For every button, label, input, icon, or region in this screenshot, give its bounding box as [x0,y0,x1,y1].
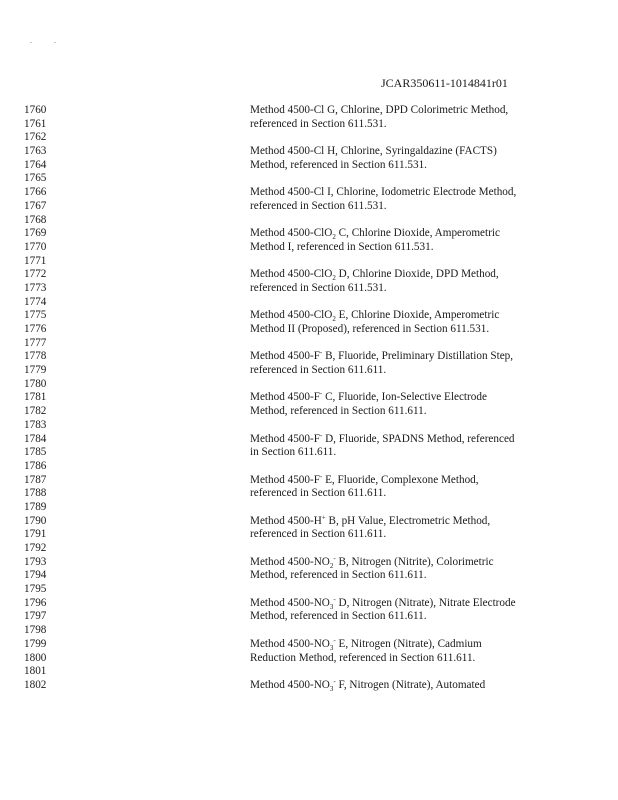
line-text [250,471,479,488]
line-text-part: referenced in Section 611.611. [250,487,387,500]
line-number: 1795 [24,583,47,596]
line-number: 1778 [24,350,47,363]
line-number: 1784 [24,432,47,445]
line-number: 1801 [24,665,47,678]
document-line [0,430,618,447]
document-line [0,391,618,405]
corner-mark: . . [30,36,66,45]
line-text-part: referenced in Section 611.611. [250,528,387,541]
line-number: 1787 [24,473,47,486]
document-line [0,569,618,583]
line-number: 1800 [24,651,47,664]
line-text [250,512,491,529]
document-line [0,679,618,693]
document-line [0,652,618,666]
line-text [250,309,499,323]
line-text-part: - [319,348,323,357]
line-text-part: 3 [329,644,334,653]
line-text [250,446,336,460]
document-line [0,446,618,460]
line-text-part: Method 4500-Cl G, Chlorine, DPD Colorimetric Method, [250,104,509,116]
line-text-part: - [333,595,336,604]
line-text [250,227,500,241]
document-line [0,186,618,200]
line-text [250,430,515,447]
numbered-lines [0,104,618,693]
line-number: 1798 [24,624,47,637]
line-text-part: Method 4500-Cl I, Chlorine, Iodometric Electrode Method, [250,186,517,199]
document-line [0,241,618,255]
line-text [250,487,386,501]
line-text-part: D, Fluoride, SPADNS Method, referenced [322,432,515,445]
line-text-part: - [333,677,336,686]
document-line [0,405,618,419]
line-number: 1783 [24,418,47,431]
line-text-part: 2 [332,233,336,242]
line-number: 1774 [24,295,47,308]
line-number: 1796 [24,596,47,609]
document-line [0,282,618,296]
line-text-part: F, Nitrogen (Nitrate), Automated [335,678,486,691]
line-text-part: Method 4500-F [250,350,320,363]
line-number: 1792 [24,542,47,554]
line-text-part: Method 4500-ClO [250,227,333,240]
line-number: 1799 [24,637,47,650]
document-line [0,131,618,145]
line-number: 1768 [24,213,47,226]
line-number: 1782 [24,405,47,418]
line-text-part: Method 4500-ClO [250,268,333,281]
line-text [250,610,427,624]
line-number: 1764 [24,158,47,171]
line-text-part: referenced in Section 611.531. [250,199,387,212]
line-number: 1794 [24,569,47,582]
line-number: 1766 [24,186,47,199]
line-text [250,391,487,405]
line-text-part: D, Chlorine Dioxide, DPD Method, [335,268,499,281]
line-text-part: Method 4500-F [250,473,320,486]
line-number: 1802 [24,678,47,691]
document-line [0,471,618,488]
line-text [250,553,494,570]
document-line [0,323,618,337]
line-text-part: 2 [329,561,334,570]
line-text-part: Method 4500-NO [250,596,330,609]
line-text-part: - [333,636,336,645]
line-number: 1772 [24,268,47,281]
document-line [0,159,618,173]
line-text [250,159,427,173]
document-line [0,528,618,542]
document-line [0,638,618,652]
line-text [250,268,499,282]
line-text-part: B, Nitrogen (Nitrite), Colorimetric [335,555,494,568]
line-text [250,118,387,132]
document-line [0,118,618,132]
document-line [0,364,618,378]
line-text-part: Method 4500-Cl H, Chlorine, Syringaldazine (FACTS) [250,145,497,158]
line-text-part: - [319,471,323,480]
document-line [0,460,618,474]
line-number: 1773 [24,281,47,294]
document-line [0,583,618,597]
line-text [250,145,497,159]
document-line [0,624,618,638]
line-number: 1793 [24,555,47,568]
line-text-part: Method, referenced in Section 611.611. [250,610,427,623]
line-text-part: B, Fluoride, Preliminary Distillation Step, [322,350,514,363]
line-text [250,679,485,693]
document-line [0,512,618,529]
line-text [250,652,475,666]
line-text-part: - [319,430,323,439]
line-text-part: Method 4500-ClO [250,309,333,322]
line-text-part: Method II (Proposed), referenced in Section 611.531. [250,323,490,335]
line-text-part: in Section 611.611. [250,446,337,459]
line-text-part: 3 [329,685,334,694]
line-text-part: E, Nitrogen (Nitrate), Cadmium [335,637,482,650]
line-text-part: - [333,553,336,562]
line-number: 1791 [24,528,47,541]
line-number: 1769 [24,227,47,240]
line-number: 1775 [24,309,47,322]
line-number: 1779 [24,364,47,377]
line-number: 1767 [24,199,47,212]
line-text-part: E, Chlorine Dioxide, Amperometric [335,309,500,322]
line-text-part: C, Chlorine Dioxide, Amperometric [335,227,500,240]
line-text-part: - [319,389,323,398]
line-text [250,597,516,611]
line-text-part: 2 [332,315,336,324]
line-text-part: referenced in Section 611.611. [250,364,387,377]
line-number: 1781 [24,391,47,404]
line-text-part: referenced in Section 611.531. [250,117,387,130]
line-text [250,200,387,214]
line-text [250,638,482,652]
document-line [0,145,618,159]
line-text-part: Method 4500-F [250,432,320,445]
line-text-part: Method 4500-H [250,514,322,527]
document-line [0,104,618,118]
document-line [0,268,618,282]
line-text-part: D, Nitrogen (Nitrate), Nitrate Electrode [335,596,516,609]
line-text [250,282,387,296]
line-text-part: Method, referenced in Section 611.611. [250,569,427,582]
line-text [250,405,427,419]
document-line [0,214,618,228]
line-text-part: C, Fluoride, Ion-Selective Electrode [322,391,487,404]
line-text [250,528,386,542]
document-id: JCAR350611-1014841r01 [381,76,508,90]
document-line [0,378,618,392]
line-number: 1789 [24,500,47,513]
line-text [250,569,427,583]
line-text-part: E, Fluoride, Complexone Method, [322,473,479,486]
line-number: 1777 [24,336,47,349]
line-number: 1786 [24,459,47,472]
line-number: 1797 [24,610,47,623]
line-text-part: + [321,512,326,521]
line-text-part: Method 4500-F [250,391,320,404]
line-text-part: Reduction Method, referenced in Section 611.611. [250,651,476,664]
document-line [0,597,618,611]
document-line [0,542,618,556]
line-text-part: Method 4500-NO [250,678,330,691]
line-number: 1762 [24,131,47,144]
document-line [0,255,618,269]
line-text-part: B, pH Value, Electrometric Method, [325,514,491,527]
line-number: 1770 [24,240,47,253]
line-text [250,350,513,364]
document-line [0,309,618,323]
document-line [0,487,618,501]
line-number: 1785 [24,446,47,459]
line-number: 1763 [24,145,47,158]
document-line [0,665,618,679]
line-text-part: Method 4500-NO [250,555,330,568]
document-line [0,296,618,310]
line-text [250,323,489,337]
document-line [0,553,618,570]
document-line [0,610,618,624]
line-number: 1761 [24,117,47,130]
line-text [250,241,434,255]
line-text-part: Method, referenced in Section 611.611. [250,405,427,418]
line-text-part: Method I, referenced in Section 611.531. [250,240,434,253]
line-text-part: 3 [329,602,334,611]
document-line [0,227,618,241]
line-text [250,104,508,118]
document-line [0,350,618,364]
line-text-part: Method, referenced in Section 611.531. [250,158,427,171]
document-line [0,501,618,515]
line-number: 1788 [24,487,47,500]
line-number: 1760 [24,104,47,116]
line-number: 1776 [24,323,47,335]
document-line [0,419,618,433]
document-line [0,172,618,186]
line-text [250,186,516,200]
line-number: 1780 [24,377,47,390]
line-number: 1765 [24,172,47,185]
document-line [0,200,618,214]
line-text [250,364,386,378]
line-text-part: Method 4500-NO [250,637,330,650]
document-line [0,337,618,351]
line-text-part: referenced in Section 611.531. [250,281,387,294]
line-text-part: 2 [332,274,336,283]
line-number: 1790 [24,514,47,527]
line-number: 1771 [24,254,47,267]
